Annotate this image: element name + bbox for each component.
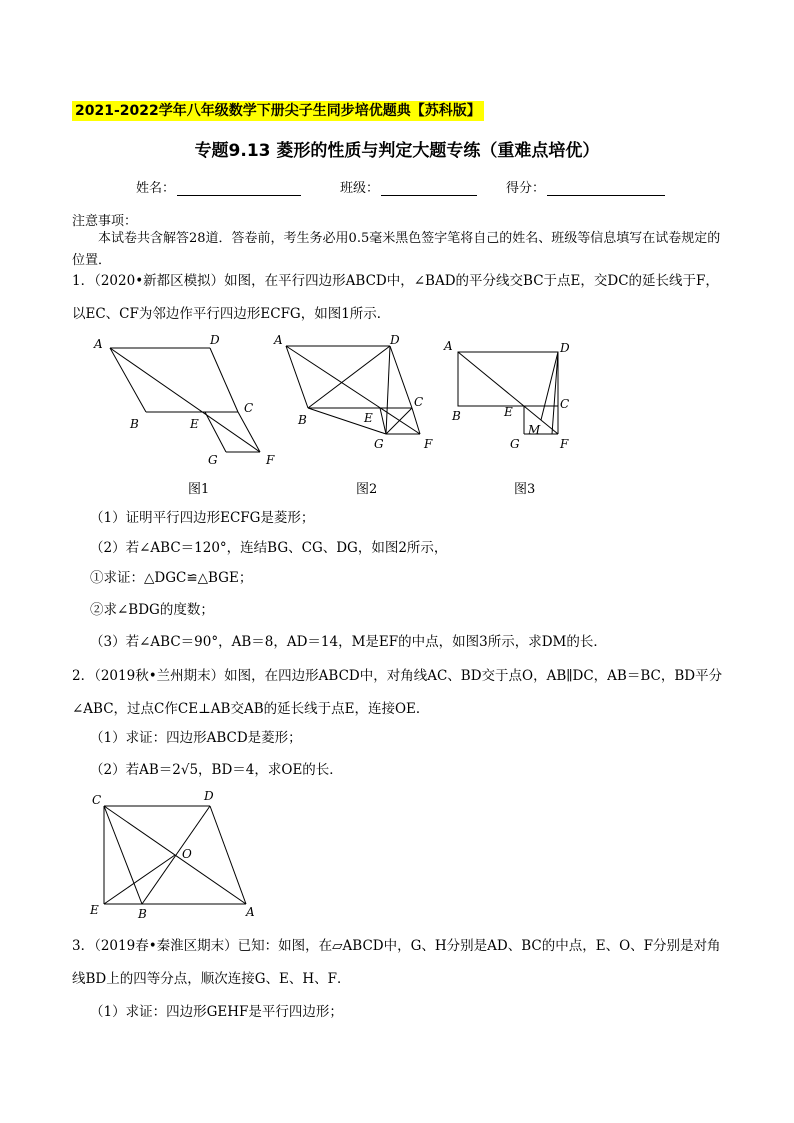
question-1-stem: 1．（2020•新都区模拟）如图，在平行四边形ABCD中，∠BAD的平分线交BC于点E，交DC的延长线于F，以EC、CF为邻边作平行四边形ECFG，如图1所示． (72, 273, 719, 322)
name-label: 姓名： (136, 181, 176, 196)
f3-label-e: E (504, 405, 513, 419)
f3-label-a: A (444, 339, 453, 353)
f3-label-d: D (560, 341, 570, 355)
name-blank[interactable] (177, 181, 301, 196)
f2-label-f: F (424, 437, 433, 451)
question-2-stem: 2．（2019秋•兰州期末）如图，在四边形ABCD中，对角线AC、BD交于点O，AB∥DC，AB＝BC，BD平分∠ABC，过点C作CE⊥AB交AB的延长线于点E，连接OE． (72, 668, 723, 717)
question-3-part-1: （1）求证：四边形GEHF是平行四边形； (90, 1004, 343, 1020)
figure-2 (270, 330, 440, 470)
question-2-part-2: （2）若AB＝2√5，BD＝4，求OE的长． (90, 762, 343, 778)
question-1-part-2: （2）若∠ABC＝120°，连结BG、CG、DG，如图2所示， (90, 540, 448, 556)
f2-label-a: A (274, 333, 283, 347)
f1-label-g: G (208, 453, 218, 467)
question-1-part-1: （1）证明平行四边形ECFG是菱形； (90, 510, 315, 526)
f4-label-o: O (182, 847, 192, 861)
notice-heading: 注意事项： (72, 214, 138, 229)
class-blank[interactable] (381, 181, 477, 196)
score-blank[interactable] (547, 181, 665, 196)
score-label: 得分： (506, 181, 546, 196)
f3-label-c: C (560, 397, 570, 411)
f4-label-a: A (246, 905, 255, 919)
question-1-part-3: （3）若∠ABC＝90°，AB＝8，AD＝14，M是EF的中点，如图3所示，求DM的长． (90, 634, 607, 650)
f2-label-e: E (364, 411, 373, 425)
f4-label-d: D (204, 789, 214, 803)
question-1-part-2b: ②求∠BDG的度数； (90, 602, 214, 618)
f2-label-g: G (374, 437, 384, 451)
figure-3-caption: 图3 (514, 482, 536, 497)
f1-label-c: C (244, 401, 254, 415)
student-info-row (136, 177, 676, 196)
score-field[interactable] (506, 177, 676, 196)
f4-label-e: E (90, 903, 99, 917)
f1-label-d: D (210, 333, 220, 347)
question-1-part-2a: ①求证：△DGC≌△BGE； (90, 570, 253, 586)
f3-label-b: B (452, 409, 461, 423)
page-title: 专题9.13 菱形的性质与判定大题专练（重难点培优） (194, 141, 600, 161)
f1-label-b: B (130, 417, 139, 431)
f2-label-c: C (414, 395, 424, 409)
f2-label-d: D (390, 333, 400, 347)
f4-label-b: B (138, 907, 147, 921)
f1-label-a: A (94, 337, 103, 351)
f4-label-c: C (92, 793, 102, 807)
f2-label-b: B (298, 413, 307, 427)
class-label: 班级： (340, 181, 380, 196)
class-field[interactable] (340, 177, 506, 196)
name-field[interactable] (136, 177, 336, 196)
f1-label-e: E (190, 417, 199, 431)
question-2-part-1: （1）求证：四边形ABCD是菱形； (90, 730, 302, 746)
notice-body: 本试卷共含解答28道．答卷前，考生务必用0.5毫米黑色签字笔将自己的姓名、班级等信息填写在试卷规定的位置． (72, 231, 721, 268)
figure-3 (440, 330, 590, 470)
f3-label-m: M (528, 423, 541, 437)
f3-label-g: G (510, 437, 520, 451)
figure-1 (88, 330, 288, 470)
question-3-stem: 3．（2019春•秦淮区期末）已知：如图，在▱ABCD中，G、H分别是AD、BC的中点，E、O、F分别是对角线BD上的四等分点，顺次连接G、E、H、F． (72, 938, 721, 987)
series-header-tag: 2021-2022学年八年级数学下册尖子生同步培优题典【苏科版】 (72, 101, 484, 121)
figure-1-caption: 图1 (188, 482, 210, 497)
figure-4 (86, 788, 266, 922)
figure-2-caption: 图2 (356, 482, 378, 497)
f1-label-f: F (266, 453, 275, 467)
f3-label-f: F (560, 437, 569, 451)
